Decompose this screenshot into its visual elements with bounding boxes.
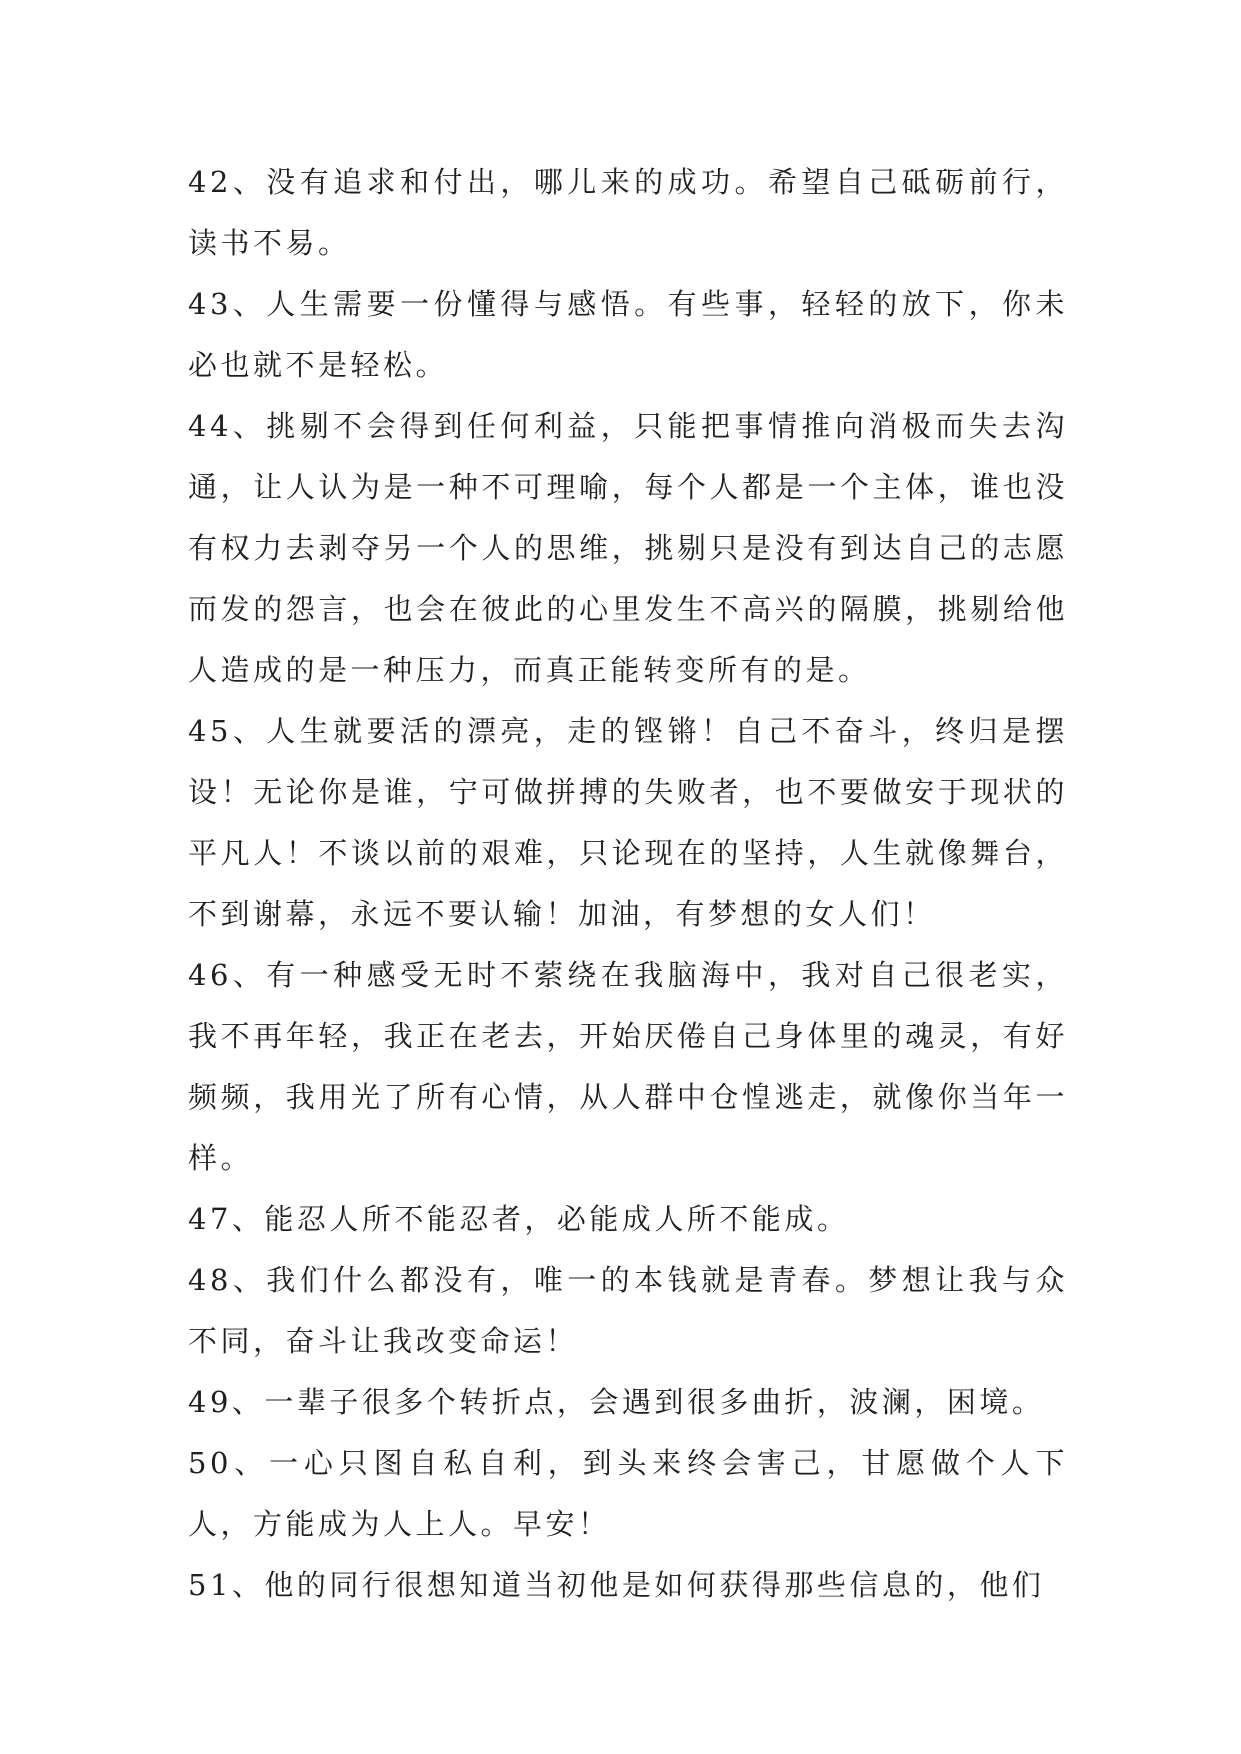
paragraph-48: 48、我们什么都没有，唯一的本钱就是青春。梦想让我与众不同，奋斗让我改变命运！ — [188, 1263, 1068, 1358]
paragraph-47: 47、能忍人所不能忍者，必能成人所不能成。 — [188, 1202, 850, 1236]
paragraph-50: 50、一心只图自私自利，到头来终会害己，甘愿做个人下人，方能成为人上人。早安！ — [188, 1446, 1068, 1541]
paragraph-49: 49、一辈子很多个转折点，会遇到很多曲折，波澜，困境。 — [188, 1385, 1045, 1419]
paragraph-44: 44、挑剔不会得到任何利益，只能把事情推向消极而失去沟通，让人认为是一种不可理喻，每个人都是一个主体，谁也没有权力去剥夺另一个人的思维，挑剔只是没有到达自己的志愿而发的怨言，也会在彼此的心里发生不高兴的隔膜，挑剔给他人造成的是一种压力，而真正能转变所有的是。 — [188, 409, 1068, 687]
document-body — [188, 152, 1068, 1616]
paragraph-45: 45、人生就要活的漂亮，走的铿锵！自己不奋斗，终归是摆设！无论你是谁，宁可做拼搏的失败者，也不要做安于现状的平凡人！不谈以前的艰难，只论现在的坚持，人生就像舞台，不到谢幕，永远不要认输！加油，有梦想的女人们！ — [188, 714, 1068, 931]
paragraph-42: 42、没有追求和付出，哪儿来的成功。希望自己砥砺前行，读书不易。 — [188, 165, 1068, 260]
paragraph-51: 51、他的同行很想知道当初他是如何获得那些信息的，他们 — [188, 1568, 1045, 1602]
paragraph-43: 43、人生需要一份懂得与感悟。有些事，轻轻的放下，你未必也就不是轻松。 — [188, 287, 1068, 382]
paragraph-46: 46、有一种感受无时不萦绕在我脑海中，我对自己很老实，我不再年轻，我正在老去，开始厌倦自己身体里的魂灵，有好频频，我用光了所有心情，从人群中仓惶逃走，就像你当年一样。 — [188, 958, 1068, 1175]
